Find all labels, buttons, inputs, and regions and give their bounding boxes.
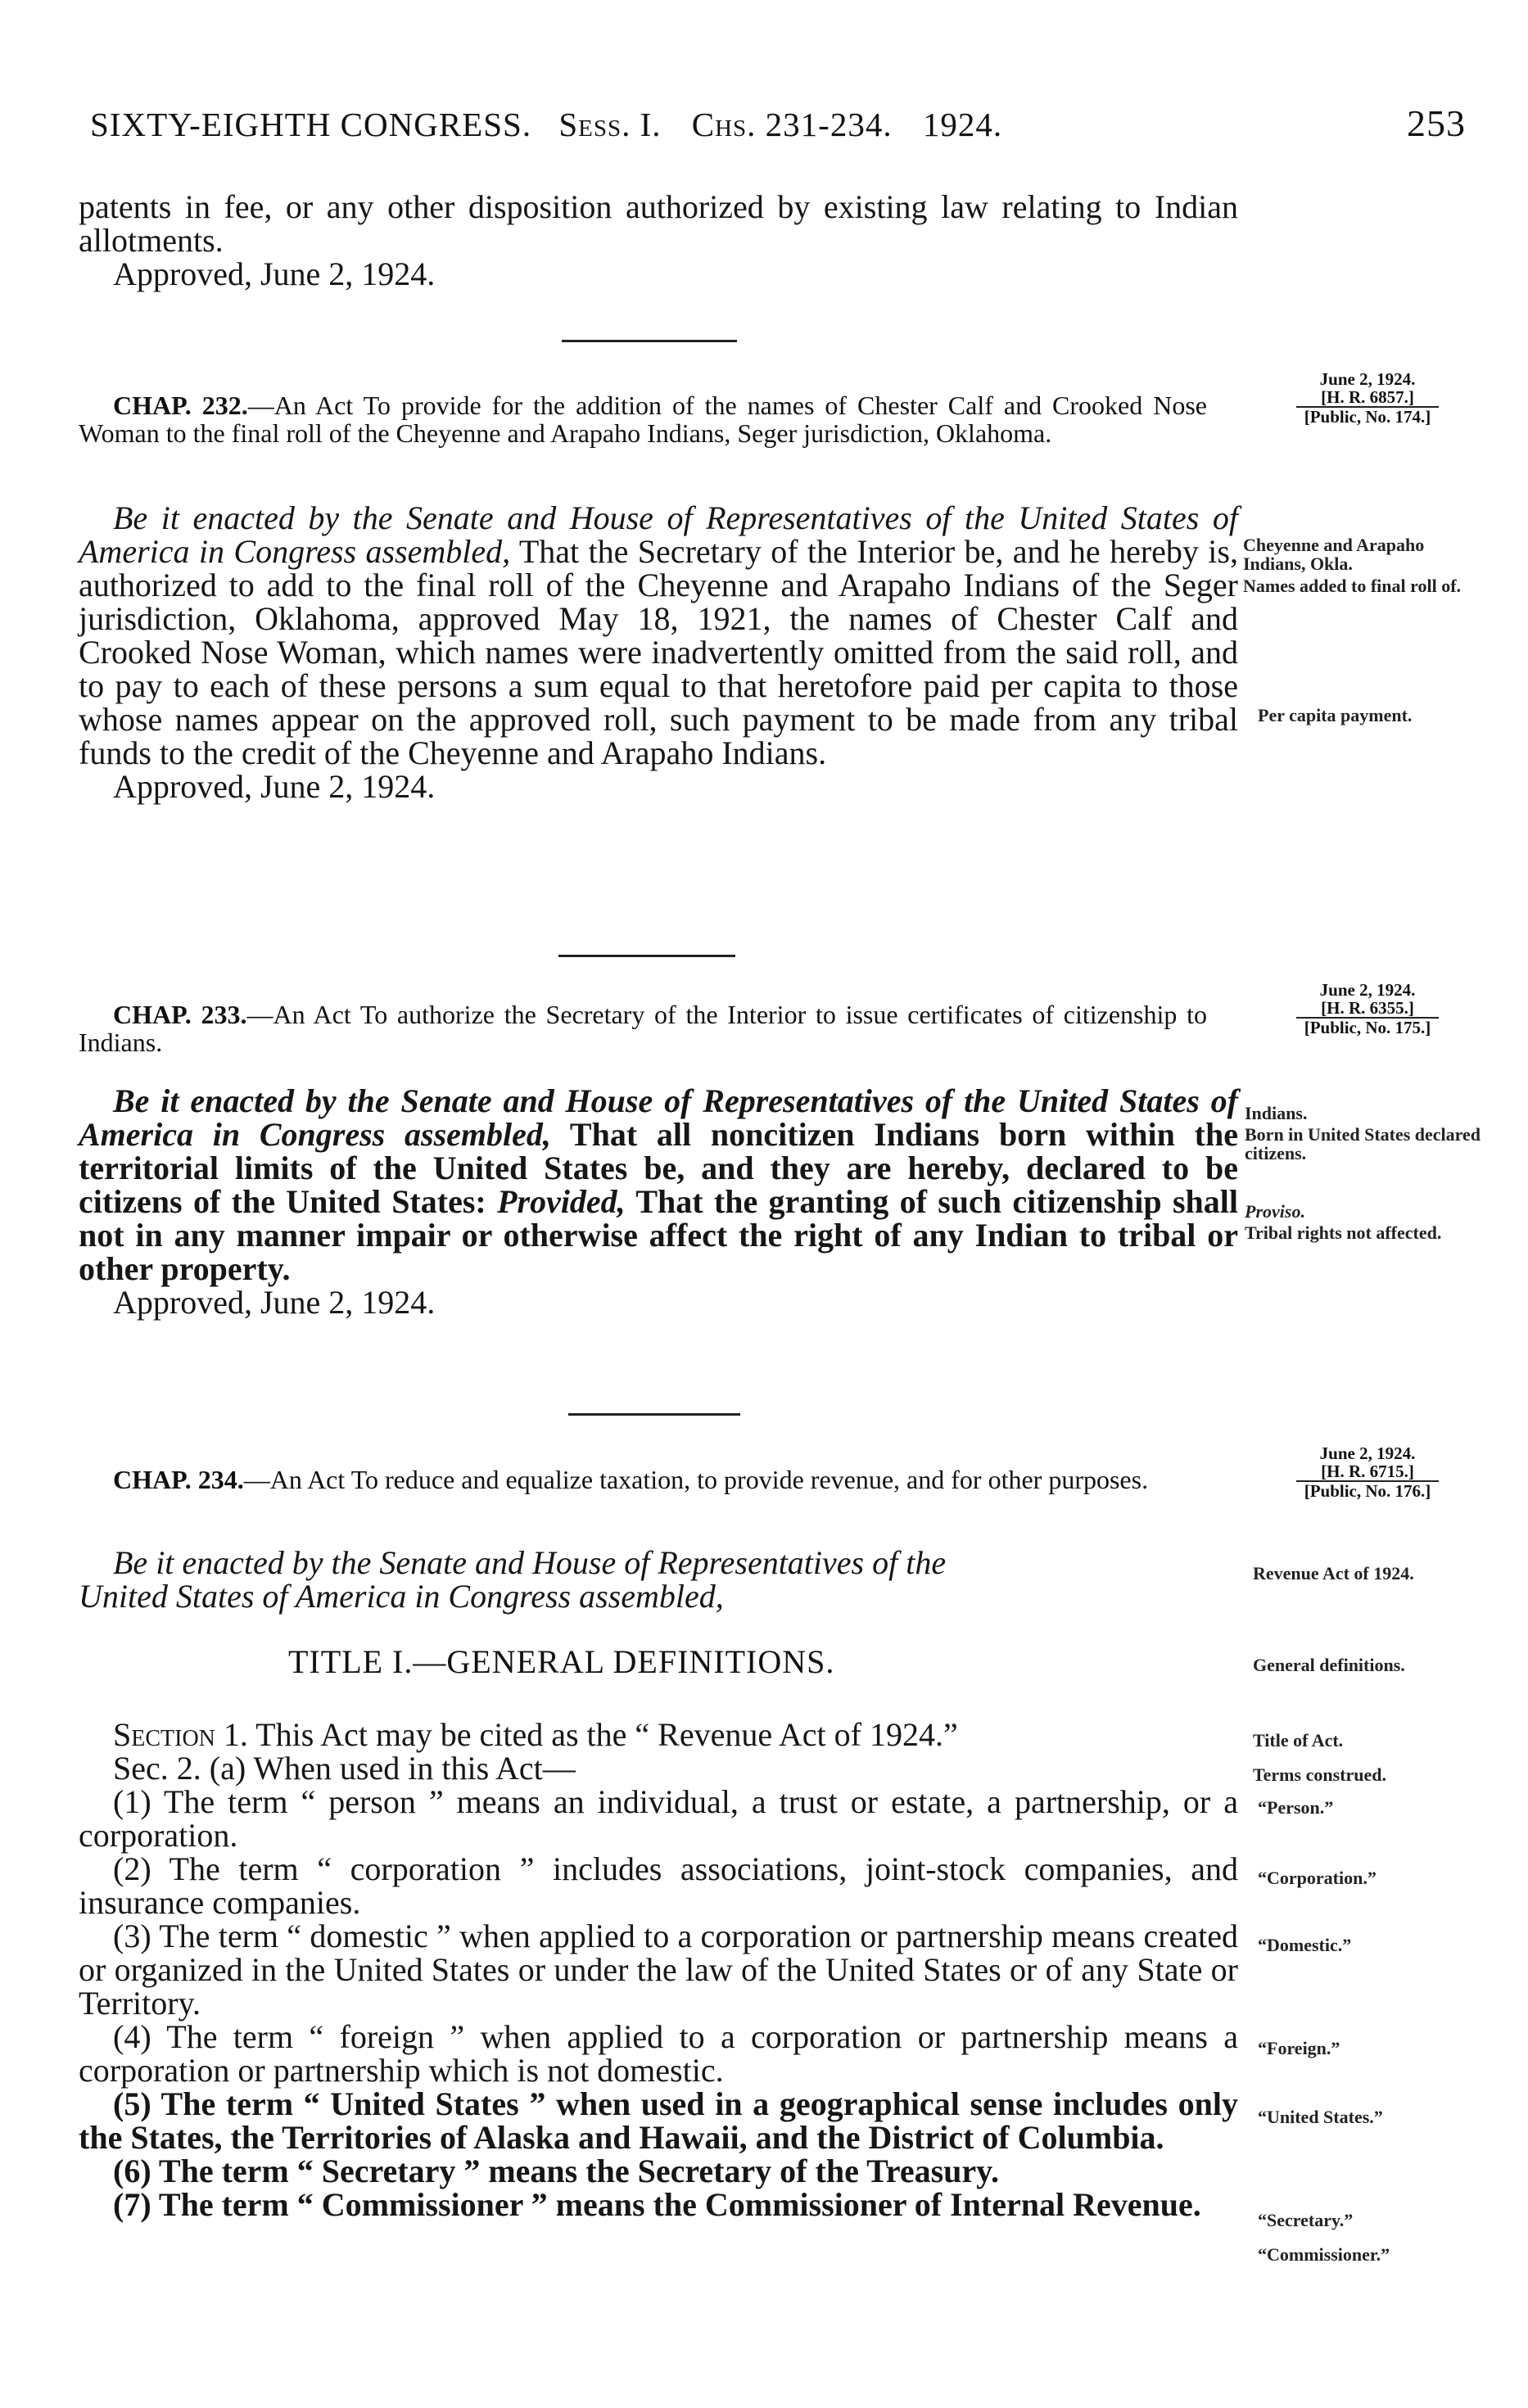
chap-234-bill: [H. R. 6715.] <box>1296 1462 1439 1482</box>
chap-234-date: June 2, 1924. <box>1319 1443 1416 1463</box>
definition-4: (4) The term “ foreign ” when applied to a corporation or partnership means a corporation or partnership which is not domestic. <box>79 2018 1238 2089</box>
page-number: 253 <box>1407 102 1466 144</box>
definition-6: (6) The term “ Secretary ” means the Secretary of the Treasury. <box>113 2153 999 2189</box>
running-header <box>90 105 1002 144</box>
chap-233-margin-1: Indians. <box>1245 1103 1308 1123</box>
header-session: Sess. I. <box>558 106 662 143</box>
margin-corporation: “Corporation.” <box>1258 1868 1377 1888</box>
chap-233-text-a: That all noncitizen Indians born within the territorial limits of the United States be, and they are hereby, declared to be citizens of the United States: <box>79 1116 1238 1220</box>
margin-commissioner: “Commissioner.” <box>1258 2244 1390 2265</box>
margin-general-definitions: General definitions. <box>1253 1655 1405 1675</box>
chap-234-title: —An Act To reduce and equalize taxation, to provide revenue, and for other purposes. <box>243 1465 1149 1494</box>
margin-domestic: “Domestic.” <box>1258 1935 1352 1955</box>
definitions-list <box>79 1785 1238 2221</box>
chap-233-enacting: Be it enacted by the Senate and House of Representatives of the United States of America in Congress assembled, <box>79 1082 1238 1153</box>
definition-2: (2) The term “ corporation ” includes associations, joint-stock companies, and insurance companies. <box>79 1850 1238 1921</box>
header-year: 1924. <box>922 106 1003 143</box>
definition-3: (3) The term “ domestic ” when applied to a corporation or partnership means created or organized in the United States or under the law of the United States or of any State or Territory. <box>79 1918 1238 2022</box>
chap-233-reference <box>1253 981 1482 1037</box>
definition-7: (7) The term “ Commissioner ” means the Commissioner of Internal Revenue. <box>113 2186 1201 2223</box>
chap-233-text-b: That the granting of such citizenship shall not in any manner impair or otherwise affect the right of any Indian to tribal or other property. <box>79 1183 1238 1287</box>
chap-233-public: [Public, No. 175.] <box>1304 1018 1431 1037</box>
section-divider <box>568 1413 740 1416</box>
margin-title-of-act: Title of Act. <box>1253 1730 1344 1751</box>
chap-233-title: —An Act To authorize the Secretary of the Interior to issue certificates of citizenship to Indians. <box>79 1000 1208 1057</box>
section-1 <box>79 1718 1238 1785</box>
chap-233-approved: Approved, June 2, 1924. <box>113 1284 436 1321</box>
chap-232-margin-1: Cheyenne and Arapaho Indians, Okla. <box>1243 535 1425 574</box>
chap-234-label: CHAP. 234. <box>113 1465 244 1494</box>
chap-234-enacting <box>79 1546 1241 1613</box>
chap-233-label: CHAP. 233. <box>113 1000 247 1029</box>
chap-234-heading <box>79 1466 1207 1493</box>
title-heading: TITLE I.—GENERAL DEFINITIONS. <box>288 1643 835 1680</box>
chap-233-provided: Provided, <box>497 1183 626 1220</box>
chap-232-heading <box>79 391 1207 447</box>
chap-232-date: June 2, 1924. <box>1319 369 1416 389</box>
chap-232-margin-2: Names added to final roll of. <box>1243 576 1462 596</box>
section-1-text: 1. This Act may be cited as the “ Revenue Act of 1924.” <box>223 1716 958 1753</box>
margin-foreign: “Foreign.” <box>1258 2038 1340 2058</box>
continuation-text: patents in fee, or any other disposition authorized by existing law relating to Indian allotments. <box>79 188 1238 259</box>
chap-232-margin-3: Per capita payment. <box>1258 705 1413 725</box>
chap-232-body <box>79 501 1238 803</box>
continuation-approved: Approved, June 2, 1924. <box>113 255 436 292</box>
margin-terms-construed: Terms construed. <box>1253 1764 1386 1785</box>
chap-233-margin-3: Proviso. <box>1245 1201 1305 1222</box>
margin-revenue-act: Revenue Act of 1924. <box>1253 1563 1414 1583</box>
section-divider <box>558 955 735 957</box>
chap-233-margin-4: Tribal rights not affected. <box>1245 1222 1442 1243</box>
definition-5: (5) The term “ United States ” when used in a geographical sense includes only the States, the Territories of Alaska and Hawaii, and the District of Columbia. <box>79 2085 1238 2156</box>
margin-united-states: “United States.” <box>1258 2107 1383 2127</box>
chap-234-public: [Public, No. 176.] <box>1304 1481 1431 1501</box>
chap-233-date: June 2, 1924. <box>1319 980 1416 1000</box>
chap-233-heading <box>79 1001 1207 1056</box>
chap-232-title: —An Act To provide for the addition of the names of Chester Calf and Crooked Nose Woman to the final roll of the Cheyenne and Arapaho Indians, Seger jurisdiction, Oklahoma. <box>79 391 1208 448</box>
chap-232-public: [Public, No. 174.] <box>1304 407 1431 427</box>
chap-234-enacting-b: United States of America in Congress assembled, <box>79 1578 724 1615</box>
chap-234-enacting-a: Be it enacted by the Senate and House of Representatives of the <box>113 1544 947 1581</box>
chap-233-body <box>79 1084 1238 1319</box>
chap-232-label: CHAP. 232. <box>113 391 248 420</box>
margin-person: “Person.” <box>1258 1797 1334 1818</box>
chap-233-bill: [H. R. 6355.] <box>1296 999 1439 1019</box>
chap-232-bill: [H. R. 6857.] <box>1296 388 1439 408</box>
chap-233-margin-2: Born in United States declared citizens. <box>1245 1124 1481 1163</box>
section-2-text: Sec. 2. (a) When used in this Act— <box>113 1750 576 1787</box>
chap-232-reference <box>1253 370 1482 426</box>
chap-232-text: That the Secretary of the Interior be, and he hereby is, authorized to add to the final roll of the Cheyenne and Arapaho Indians of the Seger jurisdiction, Oklahoma, approved May 18, 1921, the names of Chester Calf and Crooked Nose Woman, which names were inadvertently omitted from the said roll, and to pay to each of these persons a sum equal to that heretofore paid per capita to those whose names appear on the approved roll, such payment to be made from any tribal funds to the credit of the Cheyenne and Arapaho Indians. <box>79 533 1238 771</box>
definition-1: (1) The term “ person ” means an individual, a trust or estate, a partnership, or a corporation. <box>79 1783 1238 1854</box>
section-divider <box>562 340 737 342</box>
chap-234-reference <box>1253 1444 1482 1500</box>
margin-secretary: “Secretary.” <box>1258 2210 1354 2230</box>
header-congress: SIXTY-EIGHTH CONGRESS. <box>90 106 532 143</box>
chap-232-enacting: Be it enacted by the Senate and House of Representatives of the United States of America in Congress assembled, <box>79 499 1238 570</box>
continuation-paragraph <box>79 190 1238 291</box>
chap-232-approved: Approved, June 2, 1924. <box>113 768 436 805</box>
section-1-label: Section <box>113 1716 215 1753</box>
header-chapters: Chs. 231-234. <box>691 106 893 143</box>
